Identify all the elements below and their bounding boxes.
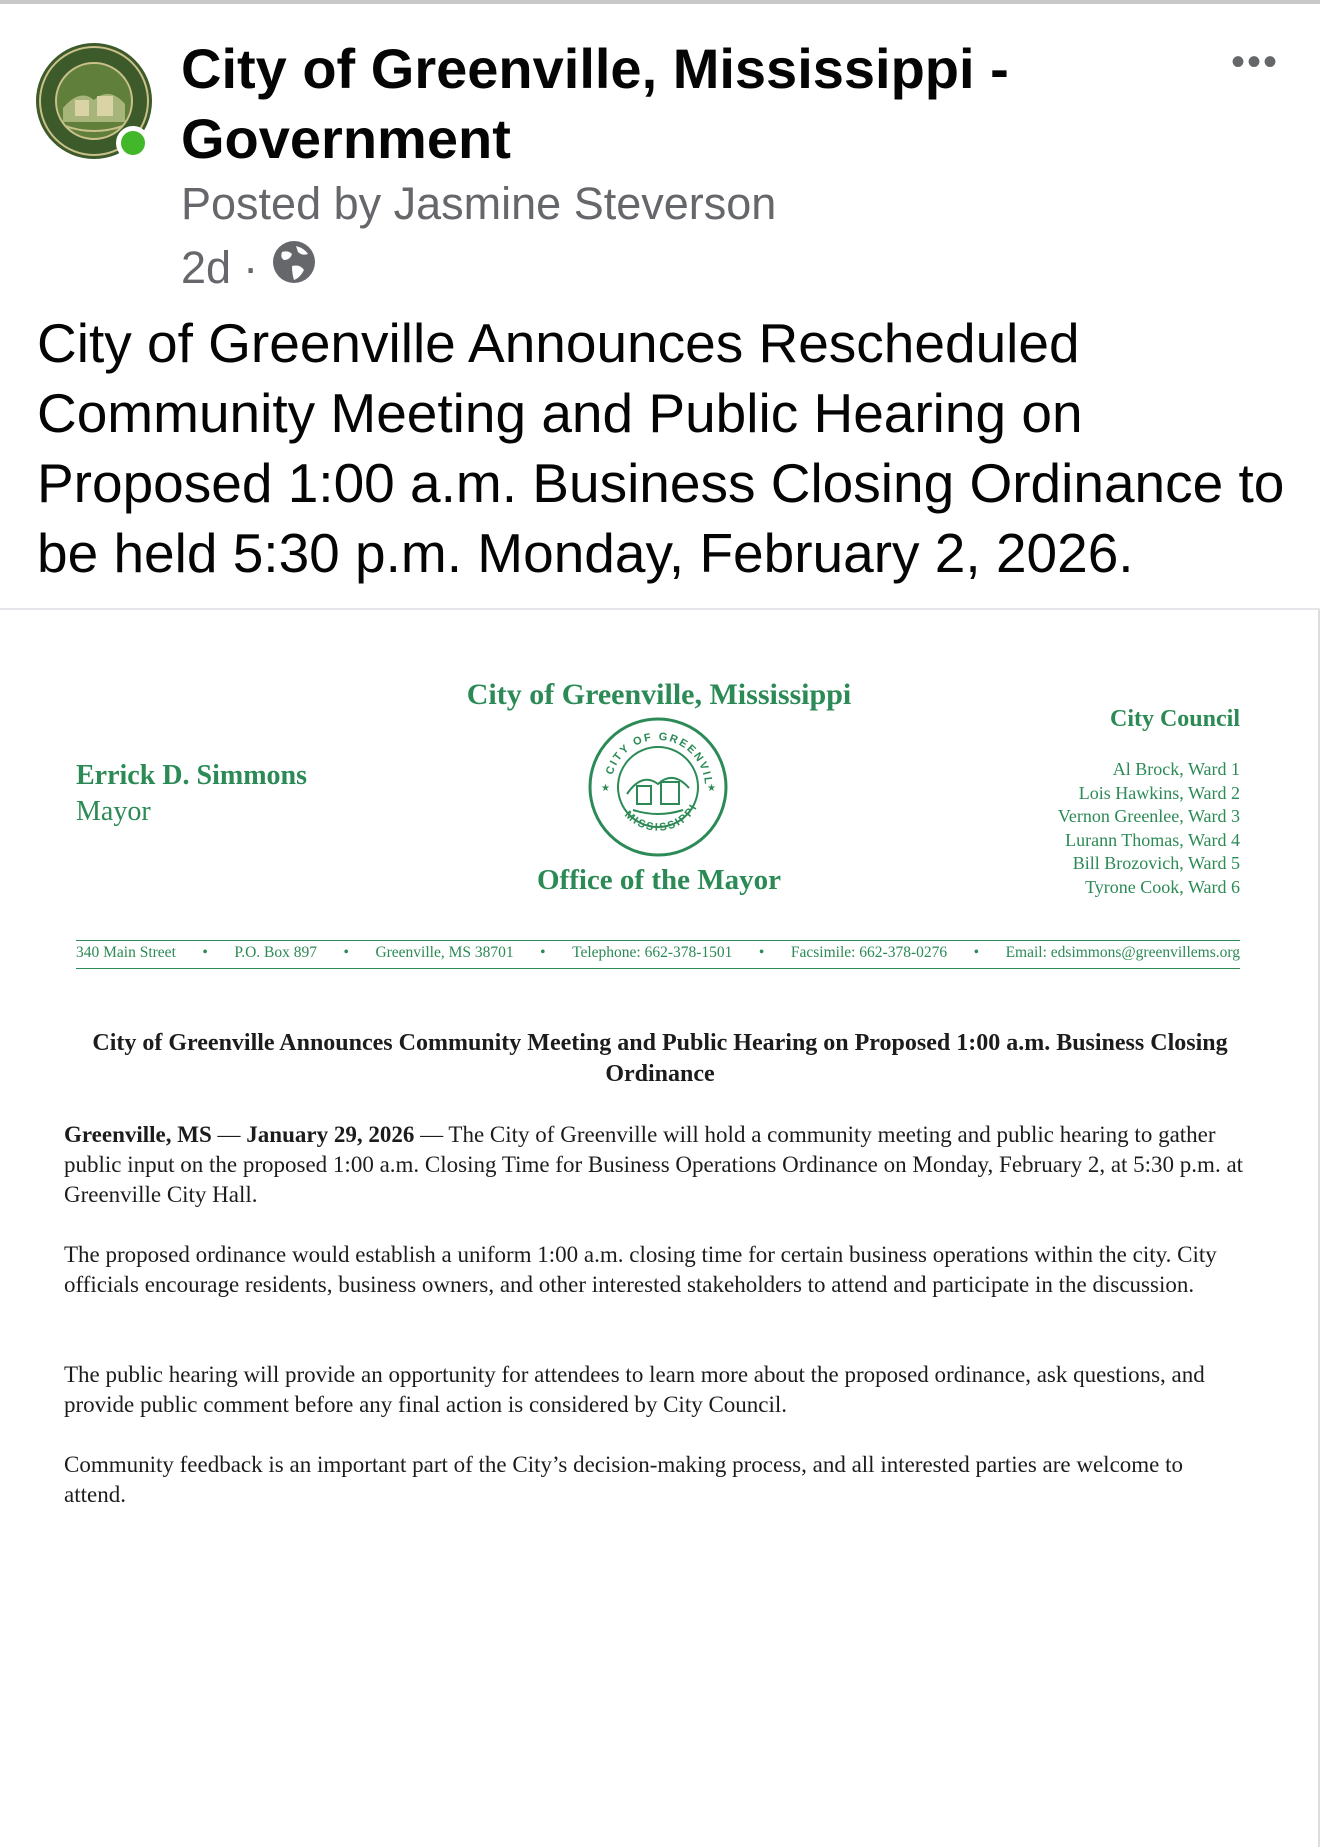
paragraph-1-text: The City of Greenville will hold a community meeting and public hearing to gather public input on the proposed 1:00 a.m. Closing Time for Business Operations Ordinance on Monday, February 2, at 5:30 p.m. at Greenville City Hall. (64, 1122, 1244, 1207)
address-bullet: • (540, 944, 546, 961)
paragraph-2: The proposed ordinance would establish a uniform 1:00 a.m. closing time for certain business operations within the city. City officials encourage residents, business owners, and other interested stakeholders to attend and participate in the discussion. (64, 1242, 1217, 1297)
paragraph-3: The public hearing will provide an opportunity for attendees to learn more about the proposed ordinance, ask questions, and provide public comment before any final action is considered by City Council. (64, 1362, 1205, 1417)
meta-separator: · (243, 241, 259, 293)
address-city: Greenville, MS 38701 (375, 944, 514, 961)
council-member: Vernon Greenlee, Ward 3 (1057, 806, 1240, 826)
top-border (0, 0, 1320, 4)
svg-text:CITY OF GREENVILLE (587, 716, 714, 786)
address-phone: Telephone: 662-378-1501 (572, 944, 733, 961)
seal-text-bottom: MISSISSIPPI (622, 801, 701, 834)
press-release-headline: City of Greenville Announces Community Meeting and Public Hearing on Proposed 1:00 a.m. Business Closing Ordinance (92, 1030, 1228, 1087)
address-bullet: • (343, 944, 349, 961)
mayor-name: Errick D. Simmons (76, 760, 307, 791)
council-member: Lurann Thomas, Ward 4 (1065, 829, 1240, 850)
page-avatar[interactable] (35, 42, 155, 162)
globe-icon (270, 238, 318, 297)
address-line (76, 944, 1240, 962)
council-member: Al Brock, Ward 1 (1112, 759, 1240, 779)
svg-text:★: ★ (707, 783, 716, 794)
letterhead-office: Office of the Mayor (537, 864, 781, 896)
dateline-place: Greenville, MS (64, 1122, 212, 1147)
svg-text:MISSISSIPPI (622, 801, 700, 833)
city-seal-emblem (587, 716, 729, 858)
address-rule-bottom (76, 968, 1240, 969)
press-release-image[interactable] (0, 610, 1320, 1847)
posted-by: Posted by Jasmine Steverson (181, 178, 777, 229)
council-member: Bill Brozovich, Ward 5 (1072, 853, 1240, 873)
dateline-date: January 29, 2026 (246, 1122, 415, 1147)
paragraph-1 (64, 1120, 1244, 1210)
page-name[interactable]: City of Greenville, Mississippi - Government (181, 37, 1009, 170)
address-bullet: • (973, 944, 980, 961)
address-street: 340 Main Street (76, 944, 176, 961)
address-pobox: P.O. Box 897 (234, 944, 317, 961)
council-member: Lois Hawkins, Ward 2 (1078, 782, 1240, 803)
council-member: Tyrone Cook, Ward 6 (1085, 876, 1240, 897)
council-title: City Council (1109, 706, 1240, 732)
address-bullet: • (758, 944, 765, 961)
more-options-button[interactable]: ••• (1230, 40, 1279, 84)
seal-text-top: CITY OF GREENVIL (603, 730, 715, 787)
post-text: City of Greenville Announces Rescheduled Community Meeting and Public Hearing on Proposed 1:00 a.m. Business Closing Ordinance to be held 5:30 p.m. Monday, February 2, 2026. (37, 312, 1285, 584)
timestamp[interactable]: 2d (181, 241, 232, 293)
council-list (1058, 758, 1240, 899)
address-rule-top (76, 940, 1240, 941)
mayor-title: Mayor (76, 796, 151, 827)
letterhead-city: City of Greenville, Mississippi (466, 678, 852, 711)
post-meta (181, 238, 318, 297)
paragraph-4: Community feedback is an important part of the City’s decision-making process, and all interested parties are welcome to attend. (64, 1452, 1184, 1507)
svg-text:★: ★ (601, 783, 610, 794)
online-status-dot (116, 126, 150, 160)
address-bullet: • (202, 944, 208, 961)
dateline-dash: — (211, 1122, 247, 1147)
dateline-dash: — (414, 1122, 449, 1147)
address-email: Email: edsimmons@greenvillems.org (1005, 944, 1240, 961)
address-fax: Facsimile: 662-378-0276 (790, 944, 948, 961)
